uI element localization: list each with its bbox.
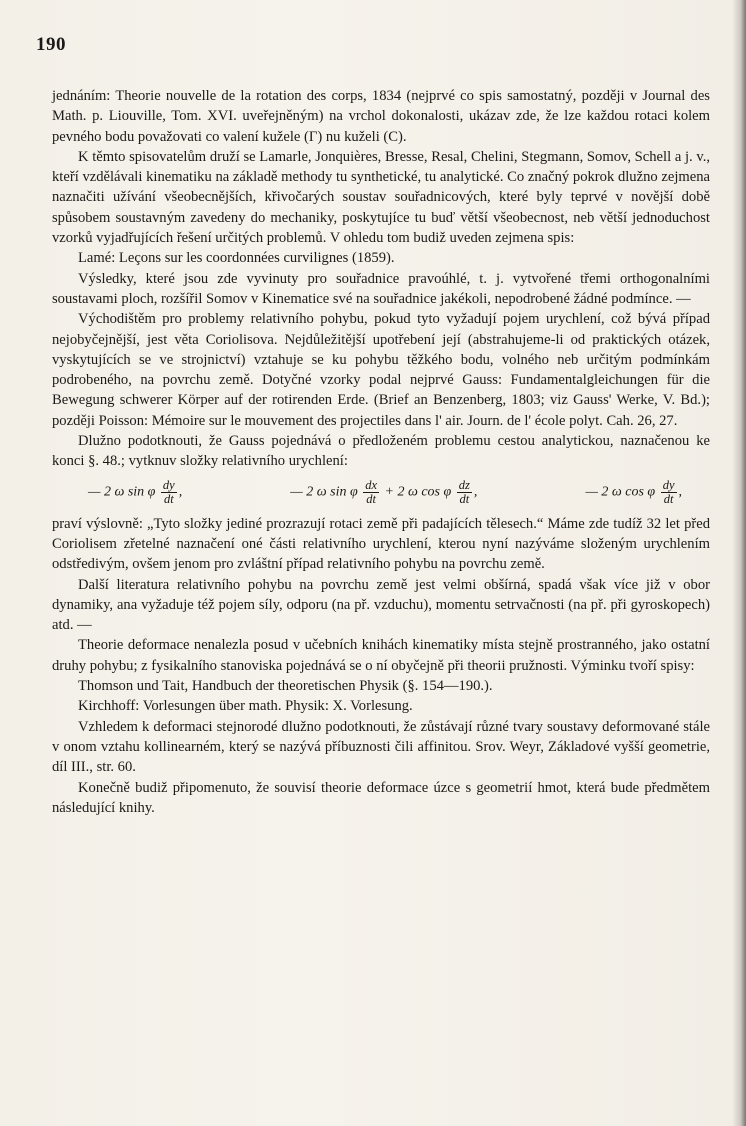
formula-text: , — [473, 484, 478, 500]
fraction-numerator: dx — [365, 478, 378, 493]
paragraph: praví výslovně: „Tyto složky jediné prozrazují rotaci země při padajících tělesech.“ Máme zde tudíž 32 let před Coriolisem zřetelné naznačení oné části relativního urychlení, kterou nyní nazýváme složeným urychlením odstředivým, ovšem jenom pro zvláštní případ relativního pohybu na povrchu země. — [52, 515, 710, 573]
fraction-denominator: dt — [163, 492, 174, 507]
paragraph: Theorie deformace nenalezla posud v učebních knihách kinematiky místa stejně prostranného, jako ostatní druhy pohybu; z fysikalního stanoviska pojednává se o ní obyčejně při theorii pružnosti. Výminku tvoří spisy: — [52, 637, 710, 674]
page-number: 190 — [36, 34, 66, 55]
formula-term-3 — [585, 479, 682, 506]
paragraph: Lamé: Leçons sur les coordonnées curvilignes (1859). — [78, 250, 395, 267]
formula-text: , — [678, 484, 682, 500]
formula-term-1 — [88, 479, 182, 506]
paragraph: jednáním: Theorie nouvelle de la rotation des corps, 1834 (nejprvé co spis samostatný, později v Journal des Math. p. Liouville, Tom. XVI. uveřejněným) na vrchol dokonalosti, ukázav zde, že lze každou rotaci kolem pevného bodu považovati co valení kužele (Γ) nu kuželi (C). — [52, 88, 710, 145]
paragraph: Dlužno podotknouti, že Gauss pojednává o předloženém problemu cestou analytickou, naznačenou ke konci §. 48.; vytknuv složky relativního urychlení: — [52, 433, 710, 470]
formula-text: , — [178, 484, 183, 500]
fraction-denominator: dt — [366, 492, 376, 507]
formula-text: — 2 ω cos φ — [585, 484, 656, 500]
formula-term-2 — [290, 479, 477, 506]
fraction — [661, 479, 677, 506]
formula-text: + 2 ω cos φ — [384, 484, 452, 500]
body-text — [52, 86, 710, 818]
paragraph: Východištěm pro problemy relativního pohybu, pokud tyto vyžadují pojem urychlení, což bývá případ nejobyčejnější, jest věta Coriolisova. Nejdůležitější upotřebení její (abstrahujeme-li od praktických otázek, vyskytujících se ve strojnictví) vztahuje se ku pohybu těžkého bodu, volného neb určitým podmínkám podrobeného, na povrchu země. Dotyčné vzorky podal nejprvé Gauss: Fundamentalgleichungen für die Bewegung schwerer Körper auf der rotirenden Erde. (Brief an Benzenberg, 1803; viz Gauss' Werke, V. Bd.); později Poisson: Mémoire sur le mouvement des projectiles dans l' air. Journ. de l' école polyt. Cah. 26, 27. — [52, 311, 710, 429]
paragraph: Konečně budiž připomenuto, že souvisí theorie deformace úzce s geometrií hmot, která bude předmětem následující knihy. — [52, 779, 710, 816]
paragraph: K těmto spisovatelům druží se Lamarle, Jonquières, Bresse, Resal, Chelini, Stegmann, Somov, Schell a j. v., kteří vzdělávali kinematiku na základě methody tu synthetické, tu analytické. Co značný pokrok dlužno zejmena naznačiti užívání všeobecnějších, křivočarých soustav souřadnicových, které byly teprvé v novější době spůsobem soustavným zavedeny do mechaniky, poskytujíce tu buď větší všeobecnost, neb větší jednoduchost vzorků vyjadřujících řešení určitých problemů. V ohledu tom budiž uveden zejmena spis: — [52, 148, 710, 247]
formula-text: — 2 ω sin φ — [290, 484, 358, 500]
fraction — [363, 479, 379, 506]
formula-text: — 2 ω sin φ — [88, 484, 156, 500]
fraction-numerator: dy — [662, 478, 675, 493]
fraction-denominator: dt — [459, 492, 470, 507]
acceleration-formula — [88, 476, 682, 510]
page-edge-shadow — [732, 0, 746, 1126]
fraction-numerator: dy — [162, 478, 175, 493]
fraction-numerator: dz — [458, 478, 470, 493]
fraction — [457, 479, 472, 506]
fraction — [161, 479, 177, 506]
paragraph: Výsledky, které jsou zde vyvinuty pro souřadnice pravoúhlé, t. j. vytvořené třemi orthogonalními soustavami ploch, rozšířil Somov v Kinematice své na souřadnice jakékoli, nepodrobené žádné podmínce. — — [52, 270, 710, 307]
fraction-denominator: dt — [663, 492, 674, 507]
paragraph: Další literatura relativního pohybu na povrchu země jest velmi obšírná, spadá však více již v obor dynamiky, ana vyžaduje též pojem síly, odporu (na př. vzduchu), momentu setrvačnosti (na př. při gyroskopech) atd. — — [52, 576, 710, 634]
paragraph: Vzhledem k deformaci stejnorodé dlužno podotknouti, že zůstávají různé tvary soustavy deformované stále v onom vztahu kollinearném, který se nazývá příbuznosti čili affinitou. Srov. Weyr, Základové vyšší geometrie, díl III., str. 60. — [52, 718, 710, 776]
paragraph: Kirchhoff: Vorlesungen über math. Physik: X. Vorlesung. — [78, 698, 413, 715]
paragraph: Thomson und Tait, Handbuch der theoretischen Physik (§. 154—190.). — [78, 678, 493, 695]
